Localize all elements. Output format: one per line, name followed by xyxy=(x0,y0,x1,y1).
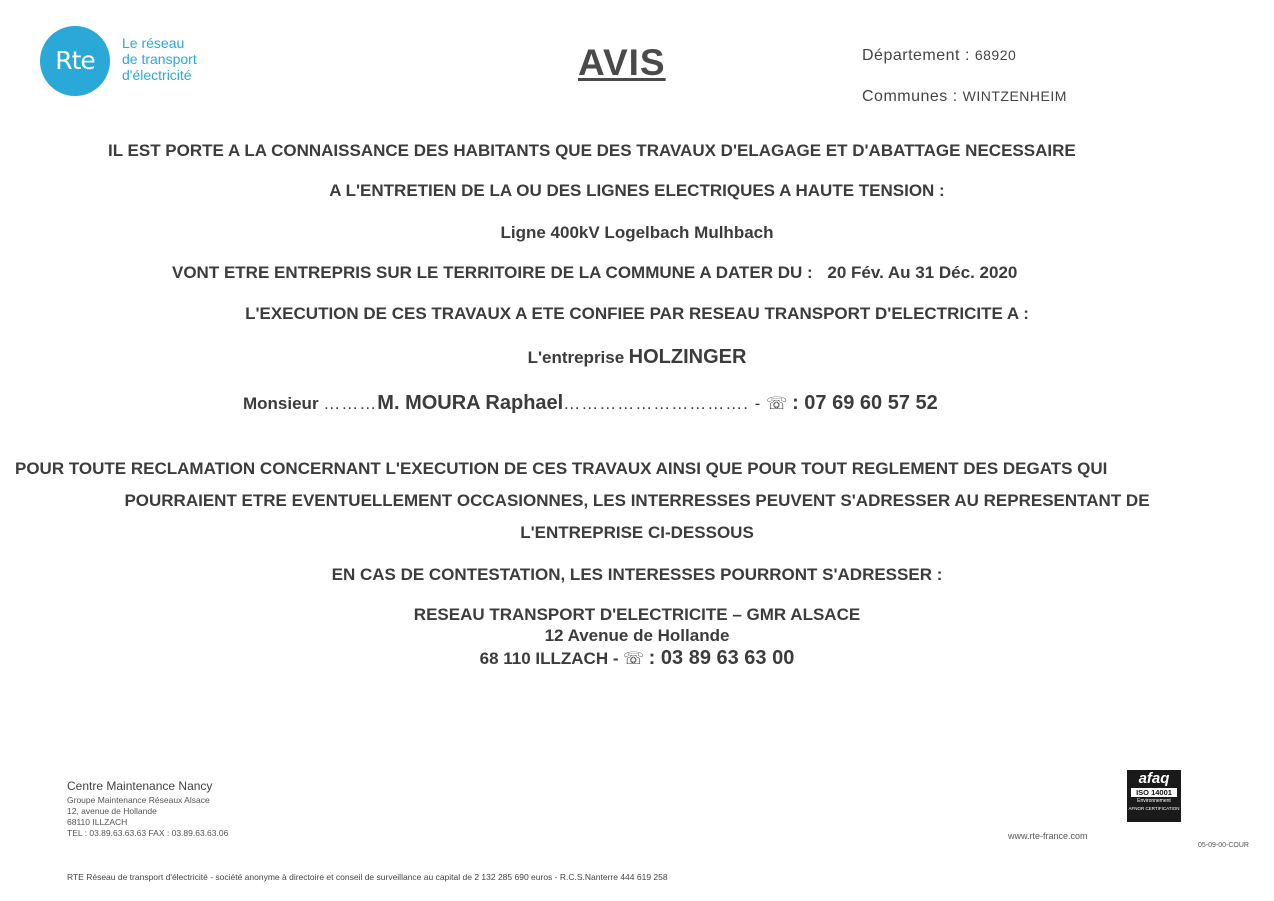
contact-dots-trail: …………………………. - xyxy=(563,394,762,413)
contact-label: Monsieur xyxy=(243,394,319,413)
address-city: 68 110 ILLZACH - xyxy=(479,649,619,668)
claim-line-2: POURRAIENT ETRE EVENTUELLEMENT OCCASIONNES, LES INTERRESSES PEUVENT S'ADRESSER AU REPRESENTANT DE xyxy=(124,491,1150,510)
contact-dots: ……… xyxy=(323,394,378,413)
company-row xyxy=(0,346,1274,369)
logo-text-line1: Le réseau xyxy=(122,35,185,51)
start-date-text: VONT ETRE ENTREPRIS SUR LE TERRITOIRE DE LA COMMUNE A DATER DU : xyxy=(172,263,813,282)
contact-row xyxy=(243,392,938,415)
afaq-brand: afaq xyxy=(1138,770,1170,787)
departement-row xyxy=(862,47,1016,65)
notice-line-1: IL EST PORTE A LA CONNAISSANCE DES HABITANTS QUE DES TRAVAUX D'ELAGAGE ET D'ABATTAGE NECESSAIRE xyxy=(108,141,1076,160)
address-phone: : 03 89 63 63 00 xyxy=(648,647,795,669)
address-line-1: RESEAU TRANSPORT D'ELECTRICITE – GMR ALSACE xyxy=(413,605,861,624)
phone-icon: ☏ xyxy=(622,649,645,668)
phone-icon: ☏ xyxy=(766,394,788,413)
afaq-env: Environnement xyxy=(1137,798,1171,804)
departement-label: Département : xyxy=(862,47,970,64)
communes-value: WINTZENHEIM xyxy=(962,88,1067,104)
page-title: AVIS xyxy=(578,42,666,83)
footer-website: www.rte-france.com xyxy=(1008,831,1088,841)
logo-text-line2: de transport xyxy=(122,51,197,67)
logo-text-line3: d'électricité xyxy=(122,67,192,83)
contact-name: M. MOURA Raphael xyxy=(377,392,564,414)
company-name: HOLZINGER xyxy=(628,346,747,368)
communes-label: Communes : xyxy=(862,88,958,105)
address-line-2: 12 Avenue de Hollande xyxy=(544,626,730,645)
afaq-iso: ISO 14001 xyxy=(1131,788,1177,797)
notice-line-2: A L'ENTRETIEN DE LA OU DES LIGNES ELECTRIQUES A HAUTE TENSION : xyxy=(329,181,945,200)
afaq-certification-logo xyxy=(1127,770,1181,822)
communes-row xyxy=(862,88,1067,106)
claim-line-3: L'ENTREPRISE CI-DESSOUS xyxy=(520,523,754,542)
departement-value: 68920 xyxy=(974,47,1017,63)
work-dates: 20 Fév. Au 31 Déc. 2020 xyxy=(827,263,1018,282)
footer-company: Centre Maintenance Nancy xyxy=(67,779,213,793)
footer-tel: TEL : 03.89.63.63.63 FAX : 03.89.63.63.06 xyxy=(67,828,229,838)
claim-line-1: POUR TOUTE RECLAMATION CONCERNANT L'EXECUTION DE CES TRAVAUX AINSI QUE POUR TOUT REGLEMENT DES DEGATS QUI xyxy=(15,459,1108,478)
company-label: L'entreprise xyxy=(527,348,625,367)
contact-phone: : 07 69 60 57 52 xyxy=(792,392,938,414)
start-date-row xyxy=(172,263,1017,283)
line-name: Ligne 400kV Logelbach Mulhbach xyxy=(500,223,774,242)
afaq-cert: AFNOR CERTIFICATION xyxy=(1128,806,1180,811)
rte-logo-mark: Rte xyxy=(55,46,95,75)
footer-legal: RTE Réseau de transport d'électricité - société anonyme à directoire et conseil de surveillance au capital de 2 132 285 690 euros - R.C.S.Nanterre 444 619 258 xyxy=(67,872,668,882)
footer-group: Groupe Maintenance Réseaux Alsace xyxy=(67,795,210,805)
address-city-row xyxy=(0,647,1274,670)
execution-line: L'EXECUTION DE CES TRAVAUX A ETE CONFIEE PAR RESEAU TRANSPORT D'ELECTRICITE A : xyxy=(245,304,1029,323)
footer-city: 68110 ILLZACH xyxy=(67,817,128,827)
footer-reference: 05-09-00-COUR xyxy=(1198,842,1249,849)
footer-street: 12, avenue de Hollande xyxy=(67,806,157,816)
dispute-line: EN CAS DE CONTESTATION, LES INTERESSES POURRONT S'ADRESSER : xyxy=(331,565,943,584)
